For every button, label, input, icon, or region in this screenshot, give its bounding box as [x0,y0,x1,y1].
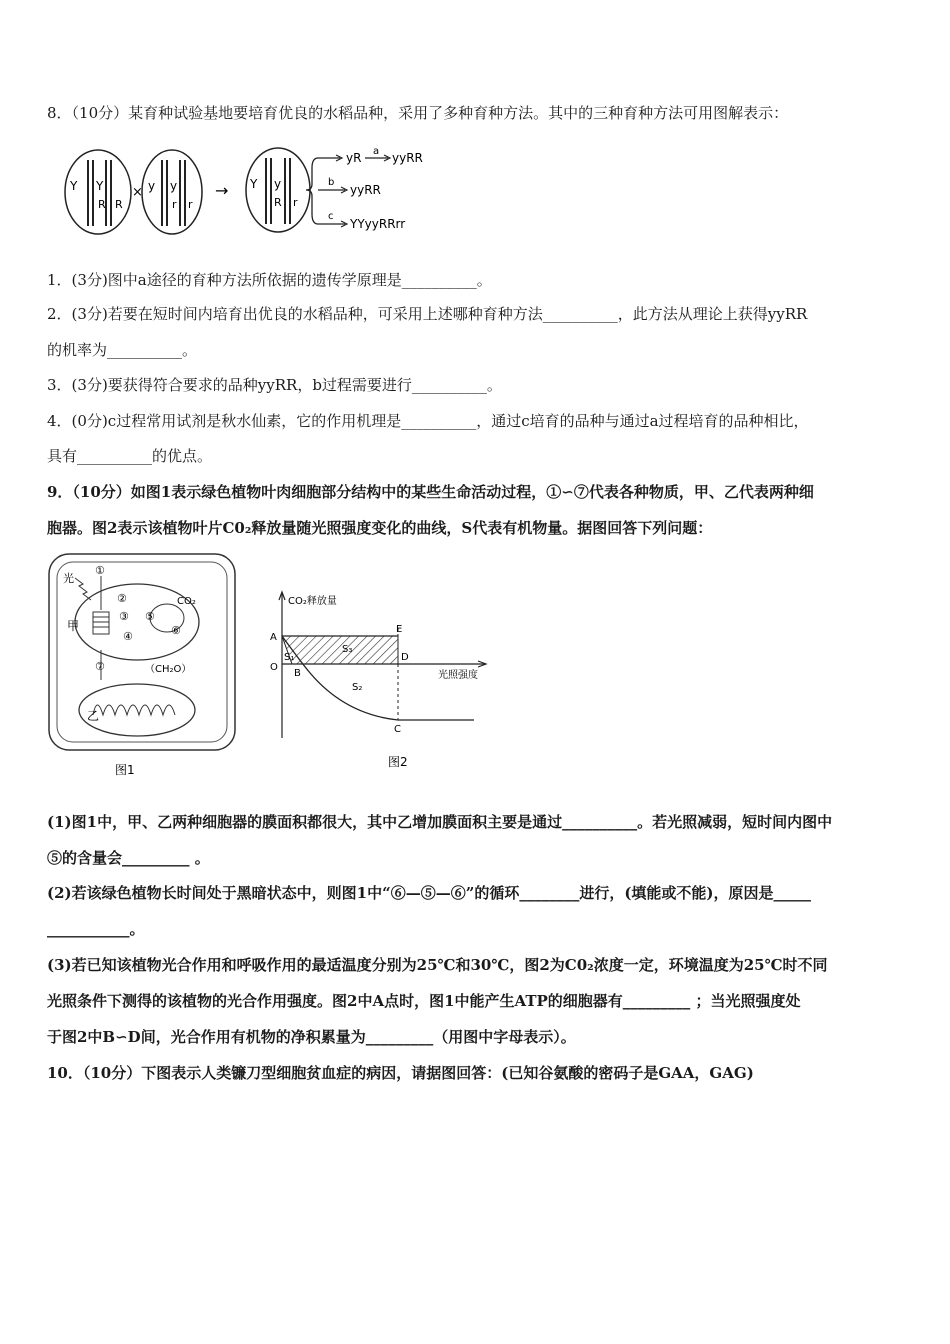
q9-figure2-chart [262,588,502,778]
p2-gene-3: r [172,198,177,211]
p1-gene-2: Y [96,179,104,193]
route-a-start: yR [346,151,362,165]
p1-gene-1: Y [70,179,78,193]
p2-gene-2: y [170,179,178,193]
q9-stem-line1: 9．（10分）如图1表示绿色植物叶肉细胞部分结构中的某些生命活动过程，①∽⑦代表各种物质，甲、乙代表两种细 [47,483,814,501]
jia-label: 甲 [67,619,80,633]
q9-figure1-cell [45,550,245,780]
marker-1: ① [95,564,105,577]
p2-gene-4: r [188,198,193,211]
route-a-label: a [373,146,380,157]
marker-4: ④ [123,630,133,643]
point-a: A [270,632,277,643]
q9-sub1-line2: ⑤的含量会_________ 。 [47,849,210,867]
fig1-caption: 图1 [115,763,135,777]
point-o: O [270,662,278,673]
q8-breeding-diagram [60,140,440,240]
yi-label: 乙 [87,709,100,723]
marker-3: ③ [119,610,129,623]
q9-stem-line2: 胞器。图2表示该植物叶片C0₂释放量随光照强度变化的曲线，S代表有机物量。据图回答下列问题： [47,519,713,537]
marker-6: ⑥ [171,624,181,637]
q8-sub4-line1: 4．(0分)c过程常用试剂是秋水仙素，它的作用机理是__________，通过c培育的品种与通过a过程培育的品种相比， [47,412,809,430]
route-c-end: YYyyRRrr [350,217,406,231]
q10-stem: 10．（10分）下图表示人类镰刀型细胞贫血症的病因，请据图回答：(已知谷氨酸的密码子是GAA，GAG) [47,1064,754,1082]
q8-sub1: 1．(3分)图中a途径的育种方法所依据的遗传学原理是__________。 [47,271,492,289]
route-b-end: yyRR [350,183,381,197]
marker-2: ② [117,592,127,605]
point-e: E [396,624,403,635]
grana-stack [93,612,109,634]
q9-sub2-line1: (2)若该绿色植物长时间处于黑暗状态中，则图1中“⑥—⑤—⑥”的循环________进行，(填能或不能)，原因是_____ [47,884,812,902]
p1-gene-3: R [98,198,106,211]
q8-sub2-line1: 2．(3分)若要在短时间内培育出优良的水稻品种，可采用上述哪种育种方法__________，此方法从理论上获得yyRR [47,305,808,323]
y-axis-label: CO₂释放量 [288,596,337,607]
q8-stem: 8．（10分）某育种试验基地要培育优良的水稻品种，采用了多种育种方法。其中的三种育种方法可用图解表示： [47,104,789,122]
f1-gene-3: R [274,196,282,209]
q8-sub3: 3．(3分)要获得符合要求的品种yyRR，b过程需要进行__________。 [47,376,502,394]
f1-gene-2: y [274,177,282,191]
p1-gene-4: R [115,198,123,211]
fig2-caption: 图2 [388,755,408,769]
area-s2-label: S₂ [352,682,363,693]
point-b: B [294,668,301,679]
x-axis-label: 光照强度 [438,670,478,681]
area-s3-label: S₃ [342,644,353,655]
ch2o-label: （CH₂O） [145,664,192,675]
co2-label: CO₂ [177,596,196,607]
point-d: D [401,652,409,663]
p2-gene-1: y [148,179,156,193]
point-c: C [394,724,401,735]
q8-sub2-line2: 的机率为__________。 [47,341,198,359]
q9-sub3-line2: 光照条件下测得的该植物的光合作用强度。图2中A点时，图1中能产生ATP的细胞器有_________ ；当光照强度处 [47,992,801,1010]
q9-sub1-line1: (1)图1中，甲、乙两种细胞器的膜面积都很大，其中乙增加膜面积主要是通过__________。若光照减弱，短时间内图中 [47,813,833,831]
route-c-label: c [328,211,334,222]
route-b-label: b [328,177,335,188]
route-a-end: yyRR [392,151,423,165]
arrow-symbol: → [215,181,229,200]
f1-gene-1: Y [250,177,258,191]
cell-wall [49,554,235,750]
route-brace [306,158,318,224]
q9-sub3-line1: (3)若已知该植物光合作用和呼吸作用的最适温度分别为25℃和30℃，图2为C0₂浓度一定，环境温度为25℃时不同 [47,956,828,974]
area-s1-label: S₁ [284,652,295,663]
q9-sub2-line2: ___________。 [47,920,145,938]
marker-7: ⑦ [95,660,105,673]
q8-sub4-line2: 具有__________的优点。 [47,447,213,465]
marker-5: ⑤ [145,610,155,623]
light-label: 光 [63,572,74,585]
f1-gene-4: r [293,196,298,209]
q9-sub3-line3: 于图2中B∽D间，光合作用有机物的净积累量为_________（用图中字母表示）。 [47,1028,576,1046]
cross-symbol: × [132,185,143,200]
